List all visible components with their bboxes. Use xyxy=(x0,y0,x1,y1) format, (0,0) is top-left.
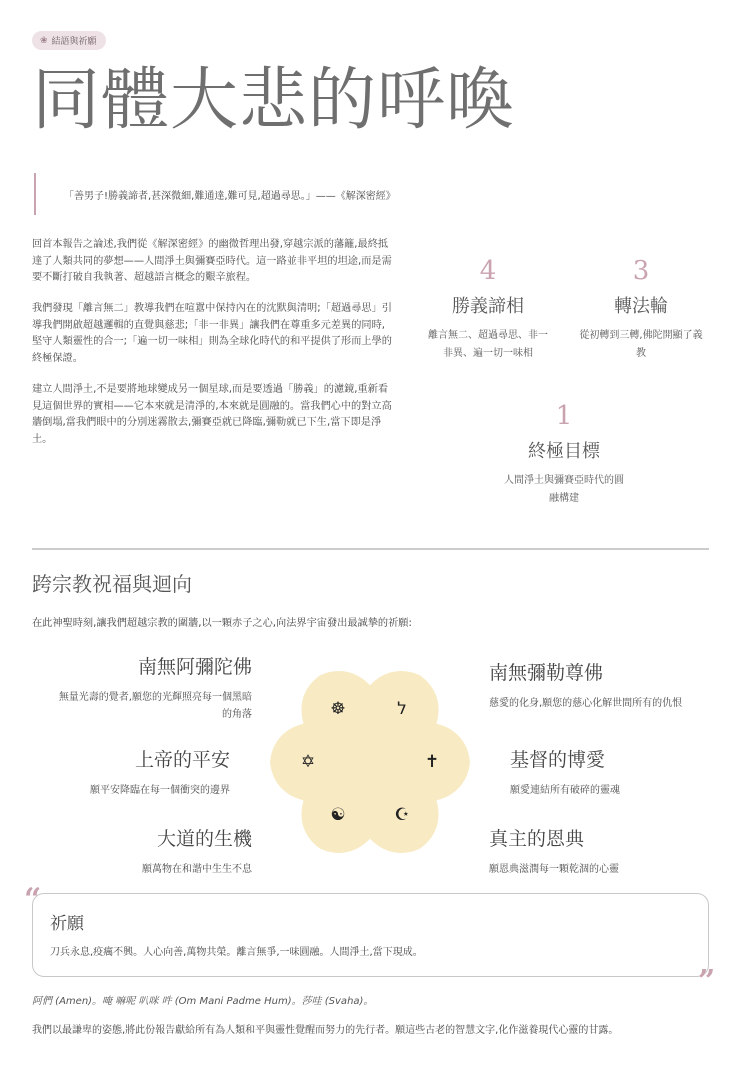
stat-ultimate-goal xyxy=(494,401,634,508)
hebrew-letter-icon: ל xyxy=(397,699,407,719)
blessing-title: 基督的博愛 xyxy=(510,749,606,771)
blessing-desc: 無量光壽的覺者,願您的光輝照亮每一個黑暗 的角落 xyxy=(58,692,252,720)
prayer-title: 祈願 xyxy=(50,914,84,934)
blessing-title: 上帝的平安 xyxy=(134,749,230,771)
scripture-quote: 「善男子!勝義諦者,甚深微細,難通達,難可見,超過尋思。」——《解深密經》 xyxy=(34,173,396,215)
stat-number: 1 xyxy=(555,401,573,431)
lotus-icon: ❀ xyxy=(40,35,48,46)
blessing-amitabha xyxy=(32,652,252,723)
blessing-title: 南無阿彌陀佛 xyxy=(137,656,252,678)
stat-title: 轉法輪 xyxy=(614,296,668,317)
interfaith-flower xyxy=(250,650,490,875)
yin-yang-icon: ☯ xyxy=(330,805,346,825)
section-divider xyxy=(32,548,709,550)
blessing-desc: 慈愛的化身,願您的慈心化解世間所有的仇恨 xyxy=(489,698,683,709)
section-tag xyxy=(32,31,106,50)
blessing-maitreya xyxy=(489,658,719,712)
closing-line: 我們以最謙卑的姿態,將此份報告獻給所有為人類和平與靈性覺醒而努力的先行者。願這些古老的智慧文字,化作滋養現代心靈的甘露。 xyxy=(32,1025,619,1036)
open-quote-icon: “ xyxy=(24,882,42,917)
stat-truths xyxy=(418,256,558,363)
page-title: 同體大悲的呼喚 xyxy=(32,61,516,140)
blessing-tao xyxy=(32,824,252,878)
blessing-title: 真主的恩典 xyxy=(489,828,585,850)
paragraph-2: 我們發現「離言無二」教導我們在喧囂中保持內在的沈默與清明;「超過尋思」引導我們開啟超越邏輯的直覺與慈悲;「非一非異」讓我們在尊重多元差異的同時,堅守人類靈性的合一;「遍一切一味相」則為全球化時代的和平提供了形而上學的終極保證。 xyxy=(32,303,392,364)
stat-dharma-wheel xyxy=(568,256,714,363)
blessing-title: 南無彌勒尊佛 xyxy=(489,662,604,684)
stat-number: 3 xyxy=(632,256,650,286)
close-quote-icon: ” xyxy=(698,964,716,999)
stat-title: 勝義諦相 xyxy=(452,296,524,317)
stat-desc: 從初轉到三轉,佛陀開顯了義 教 xyxy=(579,330,703,359)
paragraph-3: 建立人間淨土,不是要將地球變成另一個星球,而是要透過「勝義」的濾鏡,重新看見這個世界的實相——它本來就是清淨的,本來就是圓融的。當我們心中的對立高牆倒塌,當我們眼中的分別迷霧散去,彌賽亞就已降臨,彌勒就已下生,當下即是淨土。 xyxy=(32,384,392,445)
section-intro: 在此神聖時刻,讓我們超越宗教的圍牆,以一顆赤子之心,向法界宇宙發出最誠摯的祈願: xyxy=(32,618,412,629)
section-tag-label: 結語與祈願 xyxy=(51,37,97,47)
blessing-christ-love xyxy=(510,745,710,799)
blessing-desc: 願平安降臨在每一個衝突的邊界 xyxy=(90,785,230,796)
blessing-god-peace xyxy=(32,745,230,799)
stat-title: 終極目標 xyxy=(528,441,600,462)
prayer-text: 刀兵永息,疫癘不興。人心向善,萬物共榮。離言無爭,一味圓融。人間淨土,當下現成。 xyxy=(50,947,423,958)
star-crescent-icon: ☪ xyxy=(394,805,410,825)
cross-icon: ✝ xyxy=(424,752,440,772)
stat-desc: 人間淨土與彌賽亞時代的圓 融構建 xyxy=(504,475,624,504)
dharma-wheel-icon: ☸ xyxy=(330,699,346,719)
stat-desc: 離言無二、超過尋思、非一 非異、遍一切一味相 xyxy=(428,330,548,359)
section-title: 跨宗教祝福與迴向 xyxy=(32,572,192,596)
stat-number: 4 xyxy=(479,256,497,286)
blessing-desc: 願恩典滋潤每一顆乾涸的心靈 xyxy=(489,864,619,875)
blessing-allah-grace xyxy=(489,824,709,878)
blessing-title: 大道的生機 xyxy=(156,828,252,850)
prayer-box xyxy=(32,893,709,977)
blessing-desc: 願萬物在和諧中生生不息 xyxy=(142,864,252,875)
blessing-desc: 願愛連結所有破碎的靈魂 xyxy=(510,785,620,796)
paragraph-1: 回首本報告之論述,我們從《解深密經》的幽微哲理出發,穿越宗派的藩籬,最終抵達了人類共同的夢想——人間淨土與彌賽亞時代。這一路並非平坦的坦途,而是需要不斷打破自我執著、超越語言概念的艱辛旅程。 xyxy=(32,239,392,283)
star-of-david-icon: ✡ xyxy=(300,752,316,772)
mantra-line: 阿們 (Amen)。唵 嘛呢 叭咪 吽 (Om Mani Padme Hum)。莎哇 (Svaha)。 xyxy=(32,996,374,1007)
